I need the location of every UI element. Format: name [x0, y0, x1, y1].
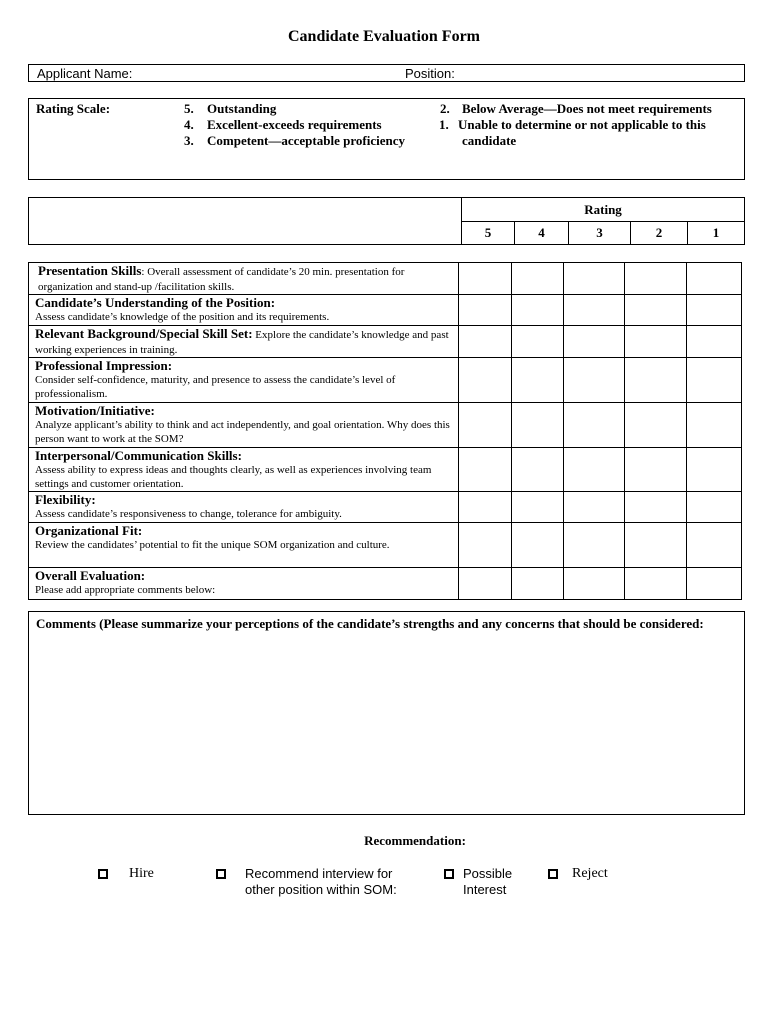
criteria-desc: Analyze applicant’s ability to think and act independently, and goal orientation. Why does this person want to work at the SOM?: [35, 419, 450, 445]
criteria-title: Organizational Fit:: [35, 523, 143, 538]
rating-cell-3[interactable]: [564, 523, 625, 568]
criteria-title: Candidate’s Understanding of the Position:: [35, 295, 276, 310]
rating-cell-2[interactable]: [625, 263, 687, 295]
criteria-desc-cell: [29, 295, 459, 326]
rating-cell-5[interactable]: [459, 295, 512, 326]
rating-cell-4[interactable]: [512, 523, 564, 568]
rating-cell-4[interactable]: [512, 403, 564, 448]
rating-header-label: Rating: [462, 198, 745, 222]
rating-cell-3[interactable]: [564, 358, 625, 403]
rating-cell-5[interactable]: [459, 403, 512, 448]
criteria-desc: Review the candidates’ potential to fit the unique SOM organization and culture.: [35, 539, 390, 551]
recommend-other-checkbox[interactable]: [216, 869, 226, 879]
reject-label: [572, 866, 608, 882]
scale-2-text: Below Average—Does not meet requirements: [462, 101, 712, 116]
rating-col-5: 5: [462, 222, 515, 245]
criteria-desc-cell: [29, 523, 459, 568]
rating-cell-5[interactable]: [459, 326, 512, 358]
rating-col-4: 4: [515, 222, 569, 245]
rating-scale-box: [28, 98, 745, 180]
criteria-row: [29, 523, 742, 568]
comments-label: Comments (Please summarize your perceptions of the candidate’s strengths and any concerns that should be considered:: [36, 616, 704, 631]
scale-3-num: 3.: [184, 133, 194, 148]
rating-cell-2[interactable]: [625, 523, 687, 568]
rating-cell-4[interactable]: [512, 568, 564, 600]
scale-1-text: Unable to determine or not applicable to this: [458, 117, 706, 132]
rating-cell-2[interactable]: [625, 448, 687, 492]
rating-cell-4[interactable]: [512, 492, 564, 523]
scale-1-num: 1.: [439, 117, 449, 132]
rating-cell-2[interactable]: [625, 403, 687, 448]
rating-col-3: 3: [569, 222, 631, 245]
rating-cell-3[interactable]: [564, 568, 625, 600]
hire-label: [129, 866, 154, 882]
rating-cell-1[interactable]: [687, 295, 742, 326]
position-label: Position:: [405, 66, 455, 81]
criteria-row: [29, 568, 742, 600]
criteria-row: [29, 492, 742, 523]
possible-interest-line2: Interest: [463, 882, 507, 897]
rating-cell-5[interactable]: [459, 448, 512, 492]
scale-5-num: 5.: [184, 101, 194, 116]
criteria-title: Flexibility:: [35, 492, 96, 507]
rating-cell-5[interactable]: [459, 358, 512, 403]
rating-cell-1[interactable]: [687, 326, 742, 358]
scale-3-text: Competent—acceptable proficiency: [207, 133, 405, 148]
comments-box[interactable]: [28, 611, 745, 815]
criteria-desc-cell: [29, 403, 459, 448]
rating-col-2: 2: [631, 222, 688, 245]
rating-cell-3[interactable]: [564, 403, 625, 448]
criteria-desc: Assess candidate’s responsiveness to change, tolerance for ambiguity.: [35, 508, 342, 520]
criteria-desc-cell: [29, 568, 459, 600]
criteria-desc: Please add appropriate comments below:: [35, 584, 216, 596]
rating-cell-1[interactable]: [687, 358, 742, 403]
scale-1-text-cont: candidate: [462, 133, 517, 148]
rating-cell-1[interactable]: [687, 448, 742, 492]
reject-label-text: Reject: [572, 866, 608, 881]
recommend-other-line1: Recommend interview for: [245, 866, 393, 881]
form-title: Candidate Evaluation Form: [287, 28, 480, 45]
applicant-info-box: [28, 64, 745, 82]
rating-scale-label: Rating Scale:: [36, 101, 111, 116]
criteria-title: Presentation Skills: [38, 263, 142, 278]
rating-header-blank: [29, 198, 462, 245]
possible-interest-line1: Possible: [463, 866, 513, 881]
rating-cell-1[interactable]: [687, 403, 742, 448]
criteria-desc: Assess ability to express ideas and thoughts clearly, as well as experiences involving team settings and customer orientation.: [35, 464, 432, 490]
rating-cell-4[interactable]: [512, 295, 564, 326]
scale-5-text: Outstanding: [207, 101, 277, 116]
criteria-title: Overall Evaluation:: [35, 568, 146, 583]
criteria-row: [29, 403, 742, 448]
criteria-title: Professional Impression:: [35, 358, 173, 373]
rating-cell-5[interactable]: [459, 523, 512, 568]
rating-cell-4[interactable]: [512, 263, 564, 295]
possible-interest-label: [463, 866, 512, 898]
hire-checkbox[interactable]: [98, 869, 108, 879]
criteria-table: [28, 262, 742, 600]
criteria-title: Interpersonal/Communication Skills:: [35, 448, 242, 463]
criteria-desc-cell: [29, 326, 459, 358]
applicant-name-label: Applicant Name:: [37, 66, 133, 81]
rating-cell-5[interactable]: [459, 492, 512, 523]
criteria-title: Relevant Background/Special Skill Set:: [35, 326, 253, 341]
criteria-row: [29, 358, 742, 403]
rating-cell-2[interactable]: [625, 358, 687, 403]
criteria-desc: Explore the candidate’s knowledge and past working experiences in training.: [35, 329, 449, 356]
rating-header-table: [28, 197, 745, 245]
criteria-desc-cell: [29, 492, 459, 523]
criteria-row: [29, 295, 742, 326]
rating-cell-3[interactable]: [564, 295, 625, 326]
criteria-title: Motivation/Initiative:: [35, 403, 155, 418]
criteria-desc-cell: [29, 358, 459, 403]
rating-cell-5[interactable]: [459, 263, 512, 295]
hire-label-text: Hire: [129, 866, 154, 881]
rating-cell-4[interactable]: [512, 448, 564, 492]
recommend-other-line2: other position within SOM:: [245, 882, 397, 897]
criteria-desc-cell: [29, 263, 459, 295]
rating-cell-4[interactable]: [512, 358, 564, 403]
rating-cell-2[interactable]: [625, 295, 687, 326]
criteria-row: [29, 263, 742, 295]
rating-cell-3[interactable]: [564, 492, 625, 523]
rating-cell-3[interactable]: [564, 326, 625, 358]
rating-cell-5[interactable]: [459, 568, 512, 600]
rating-cell-2[interactable]: [625, 568, 687, 600]
reject-checkbox[interactable]: [548, 869, 558, 879]
possible-interest-checkbox[interactable]: [444, 869, 454, 879]
recommend-other-label: [245, 866, 397, 898]
rating-col-1: 1: [688, 222, 745, 245]
scale-4-text: Excellent-exceeds requirements: [207, 117, 382, 132]
rating-cell-4[interactable]: [512, 326, 564, 358]
recommendation-title: Recommendation:: [364, 833, 466, 848]
rating-cell-1[interactable]: [687, 263, 742, 295]
rating-cell-3[interactable]: [564, 263, 625, 295]
criteria-desc: : Overall assessment of candidate’s 20 min. presentation for organization and stand-up /facilitation skills.: [38, 266, 405, 293]
criteria-row: [29, 448, 742, 492]
rating-cell-3[interactable]: [564, 448, 625, 492]
scale-4-num: 4.: [184, 117, 194, 132]
rating-cell-1[interactable]: [687, 523, 742, 568]
criteria-desc-cell: [29, 448, 459, 492]
criteria-row: [29, 326, 742, 358]
rating-cell-2[interactable]: [625, 492, 687, 523]
scale-2-num: 2.: [440, 101, 450, 116]
rating-cell-2[interactable]: [625, 326, 687, 358]
criteria-desc: Consider self-confidence, maturity, and presence to assess the candidate’s level of professionalism.: [35, 374, 396, 400]
criteria-desc: Assess candidate’s knowledge of the position and its requirements.: [35, 311, 330, 323]
rating-cell-1[interactable]: [687, 568, 742, 600]
rating-cell-1[interactable]: [687, 492, 742, 523]
